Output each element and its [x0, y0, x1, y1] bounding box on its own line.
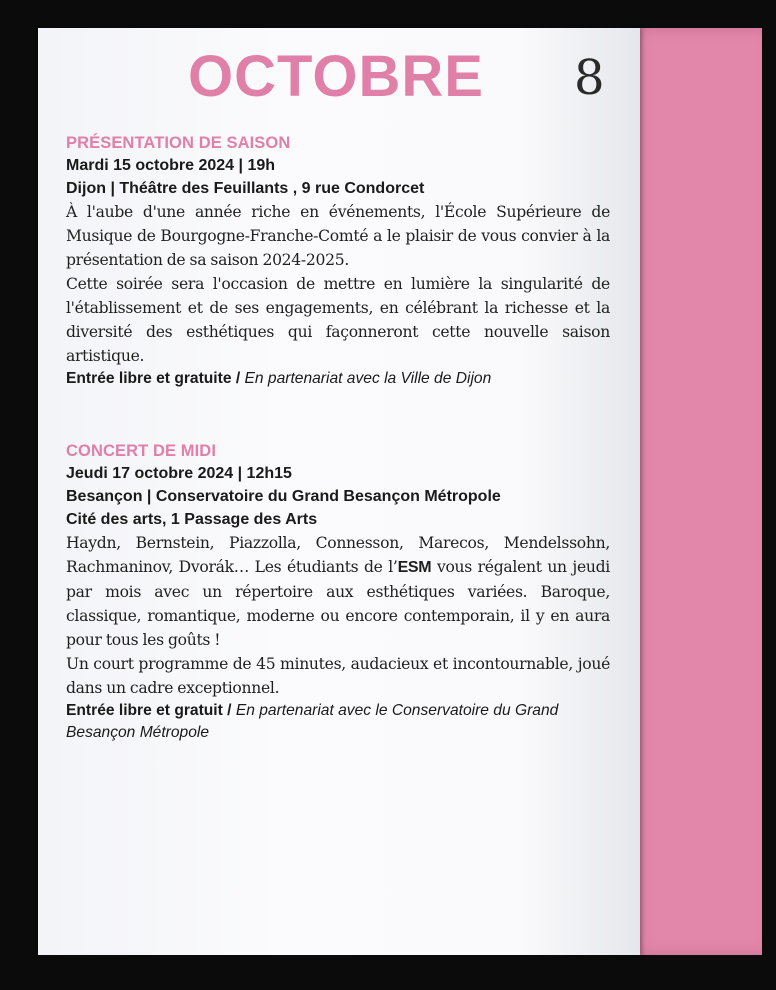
description-paragraph: Un court programme de 45 minutes, audacieux et incontournable, joué dans un cadre exceptionnel. — [66, 655, 610, 697]
event-category: PRÉSENTATION DE SAISON — [66, 134, 291, 152]
event-date: Mardi 15 octobre 2024 | 19h — [66, 157, 276, 174]
description-paragraph — [66, 531, 610, 652]
esm-acronym: ESM — [397, 559, 432, 576]
brochure-page — [38, 28, 640, 955]
partner-text: En partenariat avec la Ville de Dijon — [244, 370, 492, 387]
event-location: Dijon | Théâtre des Feuillants , 9 rue Condorcet — [66, 180, 425, 197]
month-title: OCTOBRE — [188, 44, 484, 109]
description-text: Haydn, Bernstein, Piazzolla, Connesson, Marecos, Mendelssohn, Rachmaninov, Dvorák… Les étudiants de l’ — [66, 534, 610, 576]
event-entry-info — [66, 700, 610, 744]
next-page-edge — [628, 28, 762, 955]
event-entry-info — [66, 368, 610, 390]
entry-label: Entrée libre et gratuite — [66, 370, 232, 387]
event-date: Jeudi 17 octobre 2024 | 12h15 — [66, 465, 292, 482]
description-paragraph: Cette soirée sera l'occasion de mettre en lumière la singularité de l'établissement et de ses engagements, en célébrant la richesse et la diversité des esthétiques qui façonneront cette nouvelle saison artistique. — [66, 275, 610, 365]
page-number: 8 — [574, 50, 605, 106]
event-description — [66, 200, 610, 368]
description-paragraph: À l'aube d'une année riche en événements, l'École Supérieure de Musique de Bourgogne-Franche-Comté a le plaisir de vous convier à la présentation de sa saison 2024-2025. — [66, 203, 610, 269]
event-season-presentation — [66, 132, 610, 390]
event-category: CONCERT DE MIDI — [66, 442, 216, 460]
event-location: Besançon | Conservatoire du Grand Besançon Métropole — [66, 488, 501, 505]
entry-label: Entrée libre et gratuit — [66, 702, 223, 719]
partner-text: En partenariat avec le Conservatoire du Grand Besançon Métropole — [66, 702, 559, 741]
entry-separator: / — [231, 370, 245, 387]
description-text: vous régalent un jeudi par mois avec un répertoire aux esthétiques variées. Baroque, classique, romantique, moderne ou encore contemporain, il y en aura pour tous les goûts ! — [66, 558, 610, 649]
event-description — [66, 531, 610, 700]
event-midday-concert — [66, 440, 610, 744]
event-address: Cité des arts, 1 Passage des Arts — [66, 511, 318, 528]
entry-separator: / — [222, 702, 236, 719]
